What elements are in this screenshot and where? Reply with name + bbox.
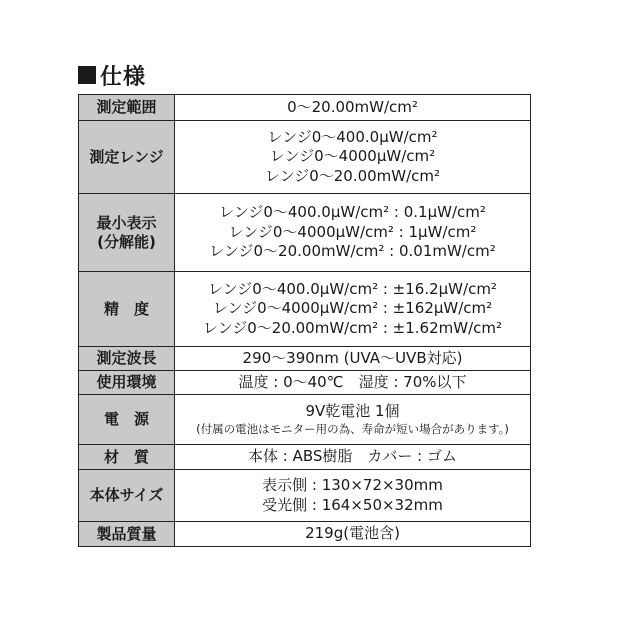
row-value: 表示側 : 130×72×30mm 受光側 : 164×50×32mm: [175, 470, 531, 522]
row-value: レンジ0～400.0μW/cm² レンジ0～4000μW/cm² レンジ0～20.00mW/cm²: [175, 121, 531, 194]
row-label: 最小表示 (分解能): [79, 194, 175, 272]
row-value: 温度 : 0～40℃ 湿度 : 70%以下: [175, 371, 531, 395]
table-row: [79, 121, 531, 194]
row-value: 219g(電池含): [175, 522, 531, 547]
table-row: [79, 445, 531, 470]
table-row: [79, 347, 531, 371]
heading-text: 仕様: [100, 64, 147, 90]
row-label: 測定範囲: [79, 95, 175, 121]
row-value: 本体 : ABS樹脂 カバー : ゴム: [175, 445, 531, 470]
row-value: レンジ0～400.0μW/cm² : 0.1μW/cm² レンジ0～4000μW/cm² : 1μW/cm² レンジ0～20.00mW/cm² : 0.01mW/cm²: [175, 194, 531, 272]
row-label: 精 度: [79, 272, 175, 347]
table-row: [79, 194, 531, 272]
row-value: 0～20.00mW/cm²: [175, 95, 531, 121]
table-row: [79, 395, 531, 445]
spec-heading: [78, 60, 146, 90]
black-square-icon: [78, 66, 96, 84]
table-row: [79, 95, 531, 121]
row-label: 電 源: [79, 395, 175, 445]
table-row: [79, 371, 531, 395]
row-value: 9V乾電池 1個 (付属の電池はモニター用の為、寿命が短い場合があります。): [175, 395, 531, 445]
row-value: 290～390nm (UVA～UVB対応): [175, 347, 531, 371]
table-row: [79, 522, 531, 547]
table-row: [79, 272, 531, 347]
row-label: 測定波長: [79, 347, 175, 371]
row-label: 材 質: [79, 445, 175, 470]
row-label: 製品質量: [79, 522, 175, 547]
row-label: 本体サイズ: [79, 470, 175, 522]
row-label: 測定レンジ: [79, 121, 175, 194]
row-value: レンジ0～400.0μW/cm² : ±16.2μW/cm² レンジ0～4000μW/cm² : ±162μW/cm² レンジ0～20.00mW/cm² : ±1.62mW/cm²: [175, 272, 531, 347]
table-row: [79, 470, 531, 522]
row-label: 使用環境: [79, 371, 175, 395]
spec-table: [78, 94, 531, 547]
